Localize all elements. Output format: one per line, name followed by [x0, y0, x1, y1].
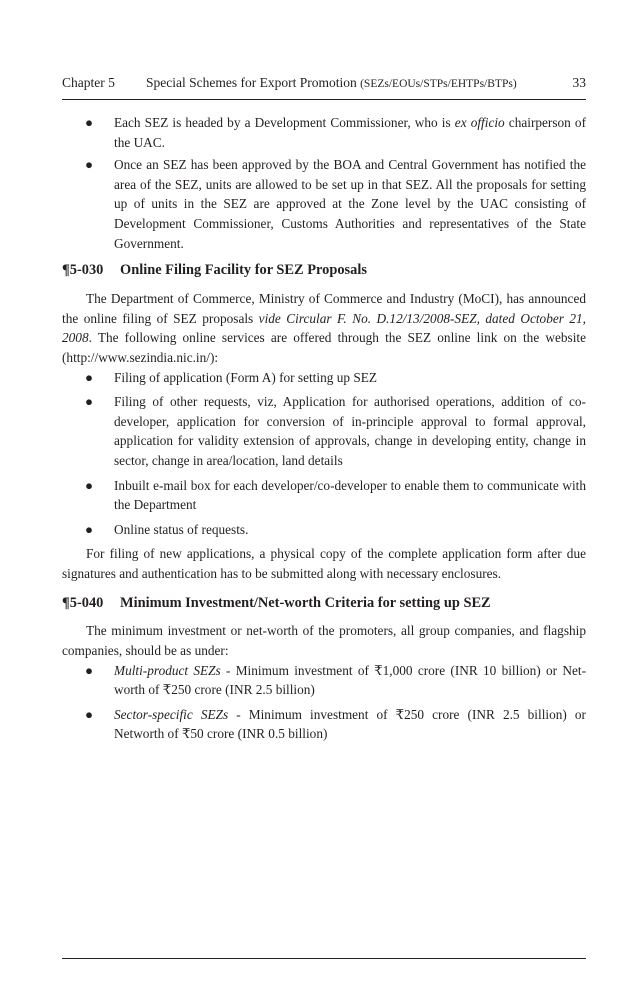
bullet-text: - Minimum investment of ₹250 crore (INR 2.5 billion) or Networth of ₹50 crore (INR 0.5 billion): [114, 706, 586, 742]
bullet-icon: ●: [85, 662, 94, 678]
list-item: [85, 705, 586, 744]
section-number: ¶5-030: [62, 262, 104, 279]
chapter-title-main: Special Schemes for Export Promotion: [146, 75, 357, 90]
bullet-text: Inbuilt e-mail box for each developer/co-developer to enable them to communicate with the Department: [114, 477, 586, 513]
list-item: [85, 661, 586, 700]
list-item: [85, 155, 586, 253]
footer-rule: [62, 958, 586, 959]
paragraph-text: . The following online services are offered through the SEZ online link on the website (http://www.sezindia.nic.in/):: [62, 330, 586, 365]
bullet-text: Once an SEZ has been approved by the BOA and Central Government has notified the area of the SEZ, units are allowed to be set up in that SEZ. All the proposals for setting up of units in the SEZ are approved at the Zone level by the UAC consisting of Development Commissioner, Customs Authorities and representatives of the State Government.: [114, 157, 586, 251]
chapter-label: Chapter 5: [62, 75, 115, 90]
list-item: [85, 113, 587, 152]
bullet-icon: ●: [85, 394, 94, 410]
bullet-text: Filing of other requests, viz, Application for authorised operations, addition of co-developer, application for conversion of in-principle approval to formal approval, application for validity extension of approvals, change in developing entity, change in sector, change in area/location, land details: [114, 394, 586, 468]
section-paragraph: [62, 289, 586, 367]
bullet-icon: ●: [85, 521, 94, 537]
bullet-text: Online status of requests.: [114, 521, 249, 537]
bullet-icon: ●: [85, 157, 94, 173]
bullet-text: - Minimum investment of ₹1,000 crore (INR 10 billion) or Net-worth of ₹250 crore (INR 2.5 billion): [114, 662, 586, 698]
section-title: Minimum Investment/Net-worth Criteria for setting up SEZ: [120, 595, 491, 612]
closing-paragraph: For filing of new applications, a physical copy of the complete application form after due signatures and authentication has to be submitted along with necessary enclosures.: [62, 546, 586, 581]
criteria-label: Multi-product SEZs: [114, 662, 221, 678]
bullet-text: Filing of application (Form A) for setting up SEZ: [114, 369, 377, 385]
bullet-text: chairperson of the UAC.: [114, 115, 587, 150]
running-header: [62, 75, 586, 95]
section-paragraph: The minimum investment or net-worth of the promoters, all group companies, and flagship companies, should be as under:: [62, 623, 586, 659]
criteria-label: Sector-specific SEZs: [114, 706, 229, 722]
bullet-icon: ●: [85, 369, 94, 385]
list-item: [85, 520, 586, 540]
page-body: [62, 113, 586, 749]
chapter-title-paren: (SEZs/EOUs/STPs/EHTPs/BTPs): [360, 78, 517, 90]
bullet-icon: ●: [85, 477, 94, 493]
section-heading-5-040: [62, 593, 586, 613]
list-item: [85, 368, 586, 388]
header-rule: [62, 99, 586, 100]
bullet-text: Each SEZ is headed by a Development Commissioner, who is: [114, 115, 455, 130]
chapter-title: [146, 75, 517, 91]
section-heading-5-030: [62, 260, 586, 280]
page-number: 33: [572, 75, 586, 90]
bullet-icon: ●: [85, 706, 94, 722]
list-item: [85, 392, 586, 470]
list-item: [85, 476, 586, 515]
circular-reference: vide Circular F. No. D.12/13/2008-SEZ, dated October 21, 2008: [62, 310, 586, 346]
investment-criteria-list: [62, 661, 586, 744]
paragraph-text: The Department of Commerce, Ministry of Commerce and Industry (MoCI), has announced the online filing of SEZ proposals: [62, 291, 586, 326]
section-title: Online Filing Facility for SEZ Proposals: [120, 262, 367, 279]
online-services-list: [62, 368, 586, 540]
bullet-italic-text: ex officio: [454, 115, 505, 130]
intro-bullet-list: [62, 113, 586, 253]
bullet-icon: ●: [85, 115, 94, 130]
section-number: ¶5-040: [62, 595, 104, 612]
